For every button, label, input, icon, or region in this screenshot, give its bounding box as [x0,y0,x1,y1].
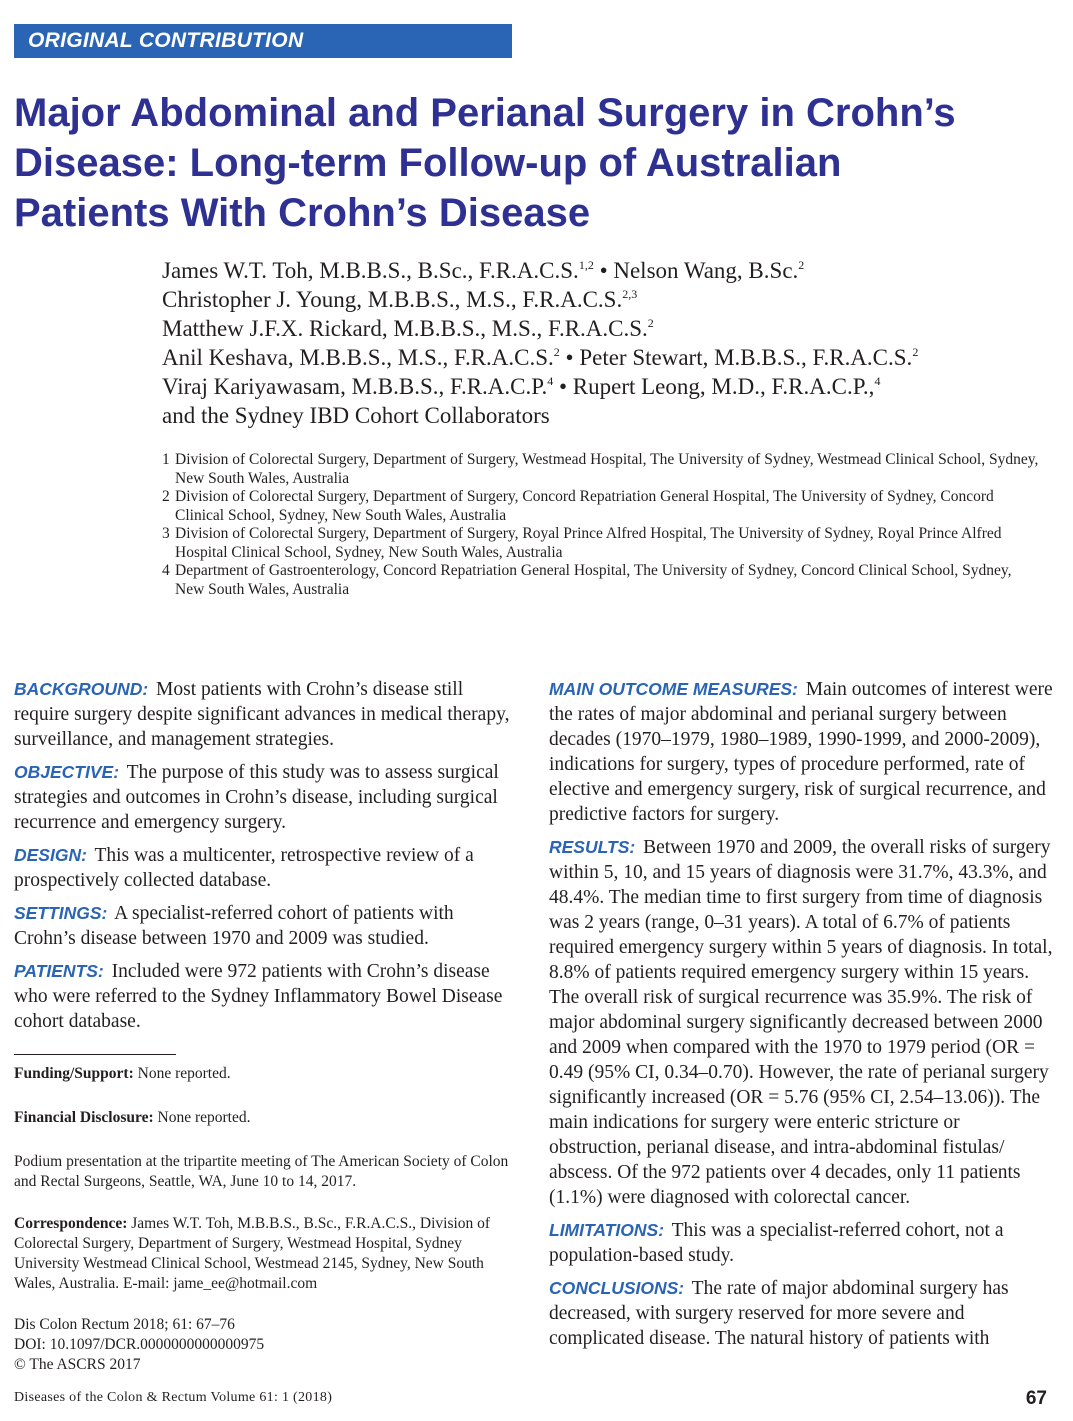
copyright: © The ASCRS 2017 [14,1356,141,1373]
author-list [162,256,1042,430]
abstract-settings: SETTINGS: A specialist-referred cohort of patients with Crohn’s disease between 1970 and 2009 was studied. [14,903,454,949]
doi-link[interactable]: DOI: 10.1097/DCR.0000000000000975 [14,1336,265,1353]
article-title [14,88,1054,238]
author-line: and the Sydney IBD Cohort Collaborators [162,403,550,428]
abstract-patients: PATIENTS: Included were 972 patients with Crohn’s disease who were referred to the Sydney Inflammatory Bowel Disease cohort database. [14,961,503,1032]
abstract-design: DESIGN: This was a multicenter, retrospective review of a prospectively collected database. [14,845,474,891]
affiliation-list [162,451,1042,599]
funding-note: Funding/Support: None reported. [14,1065,231,1082]
correspondence-note: Correspondence: James W.T. Toh, M.B.B.S., B.Sc., F.R.A.C.S., Division of Colorectal Surgery, Department of Surgery, Westmead Hospital, Sydney University Westmead Clinical School, Westmead 2145, Sydney, New South Wales, Australia. E-mail: jame_ee@hotmail.com [14,1215,491,1292]
abstract-main-outcome: MAIN OUTCOME MEASURES: Main outcomes of interest were the rates of major abdominal and perianal surgery between decades (1970–1979, 1980–1989, 1990-1999, and 2000-2009), indications for surgery, types of procedure performed, rate of elective and emergency surgery, risk of surgical recurrence, and predictive factors for surgery. [549,679,1053,825]
author-line: Viraj Kariyawasam, M.B.B.S., F.R.A.C.P.$^4$ • Rupert Leong, M.D., F.R.A.C.P.,$^4$ [162,374,881,399]
abstract-left-column [14,677,519,1042]
affiliation: 2 Division of Colorectal Surgery, Department of Surgery, Concord Repatriation General Hospital, The University of Sydney, Concord Clinical School, Sydney, New South Wales, Australia [162,488,994,524]
author-line: James W.T. Toh, M.B.B.S., B.Sc., F.R.A.C.S.$^{1,2}$ • Nelson Wang, B.Sc.$^2$ [162,258,805,283]
author-line: Matthew J.F.X. Rickard, M.B.B.S., M.S., F.R.A.C.S.$^2$ [162,316,654,341]
section-banner: ORIGINAL CONTRIBUTION [14,24,512,58]
abstract-objective: OBJECTIVE: The purpose of this study was to assess surgical strategies and outcomes in Crohn’s disease, including surgical recurrence and emergency surgery. [14,762,499,833]
footnote-divider [14,1054,176,1055]
affiliation: 1 Division of Colorectal Surgery, Department of Surgery, Westmead Hospital, The University of Sydney, Westmead Clinical School, Sydney, New South Wales, Australia [162,451,1039,487]
citation: Dis Colon Rectum 2018; 61: 67–76 [14,1316,235,1333]
affiliation: 3 Division of Colorectal Surgery, Department of Surgery, Royal Prince Alfred Hospital, The University of Sydney, Royal Prince Alfred Hospital Clinical School, Sydney, New South Wales, Australia [162,525,1002,561]
page-number: 67 [1025,1388,1047,1409]
journal-footer [14,1390,332,1406]
title-line: Patients With Crohn’s Disease [14,191,591,235]
affiliation: 4 Department of Gastroenterology, Concord Repatriation General Hospital, The University of Sydney, Concord Clinical School, Sydney, New South Wales, Australia [162,562,1012,598]
abstract-right-column [549,677,1054,1359]
citation-block [14,1315,519,1375]
title-line: Major Abdominal and Perianal Surgery in Crohn’s [14,91,956,135]
author-line: Anil Keshava, M.B.B.S., M.S., F.R.A.C.S.$^2$ • Peter Stewart, M.B.B.S., F.R.A.C.S.$^2$ [162,345,919,370]
abstract-limitations: LIMITATIONS: This was a specialist-referred cohort, not a population-based study. [549,1220,1004,1266]
abstract-conclusions: CONCLUSIONS: The rate of major abdominal surgery has decreased, with surgery reserved for more severe and complicated disease. The natural history of patients with [549,1278,1009,1349]
abstract-background: BACKGROUND: Most patients with Crohn’s disease still require surgery despite significant advances in medical therapy, surveillance, and management strategies. [14,679,510,750]
podium-note: Podium presentation at the tripartite meeting of The American Society of Colon and Rectal Surgeons, Seattle, WA, June 10 to 14, 2017. [14,1153,509,1190]
author-line: Christopher J. Young, M.B.B.S., M.S., F.R.A.C.S.$^{2,3}$ [162,287,638,312]
disclosure-note: Financial Disclosure: None reported. [14,1109,251,1126]
title-line: Disease: Long-term Follow-up of Australian [14,141,842,185]
journal-line: Diseases of the Colon & Rectum Volume 61: 1 (2018) [14,1390,333,1405]
abstract-results: RESULTS: Between 1970 and 2009, the overall risks of surgery within 5, 10, and 15 years of diagnosis were 31.7%, 43.3%, and 48.4%. The median time to first surgery from time of diagnosis was 2 years (range, 0–31 years). A total of 6.7% of patients required emergency surgery within 5 years of diagnosis. In total, 8.8% of patients required emergency surgery within 15 years. The overall risk of surgical recurrence was 35.9%. The risk of major abdominal surgery significantly decreased between 2000 and 2009 when compared with the 1970 to 1979 period (OR = 0.49 (95% CI, 0.34–0.70). However, the rate of perianal surgery significantly increased (OR = 5.76 (95% CI, 2.54–13.06)). The main indications for surgery were enteric stricture or obstruction, perianal disease, and intra-abdominal fistulas/ abscess. Of the 972 patients over 4 decades, only 11 patients (1.1%) were diagnosed with colorectal cancer. [549,837,1053,1208]
